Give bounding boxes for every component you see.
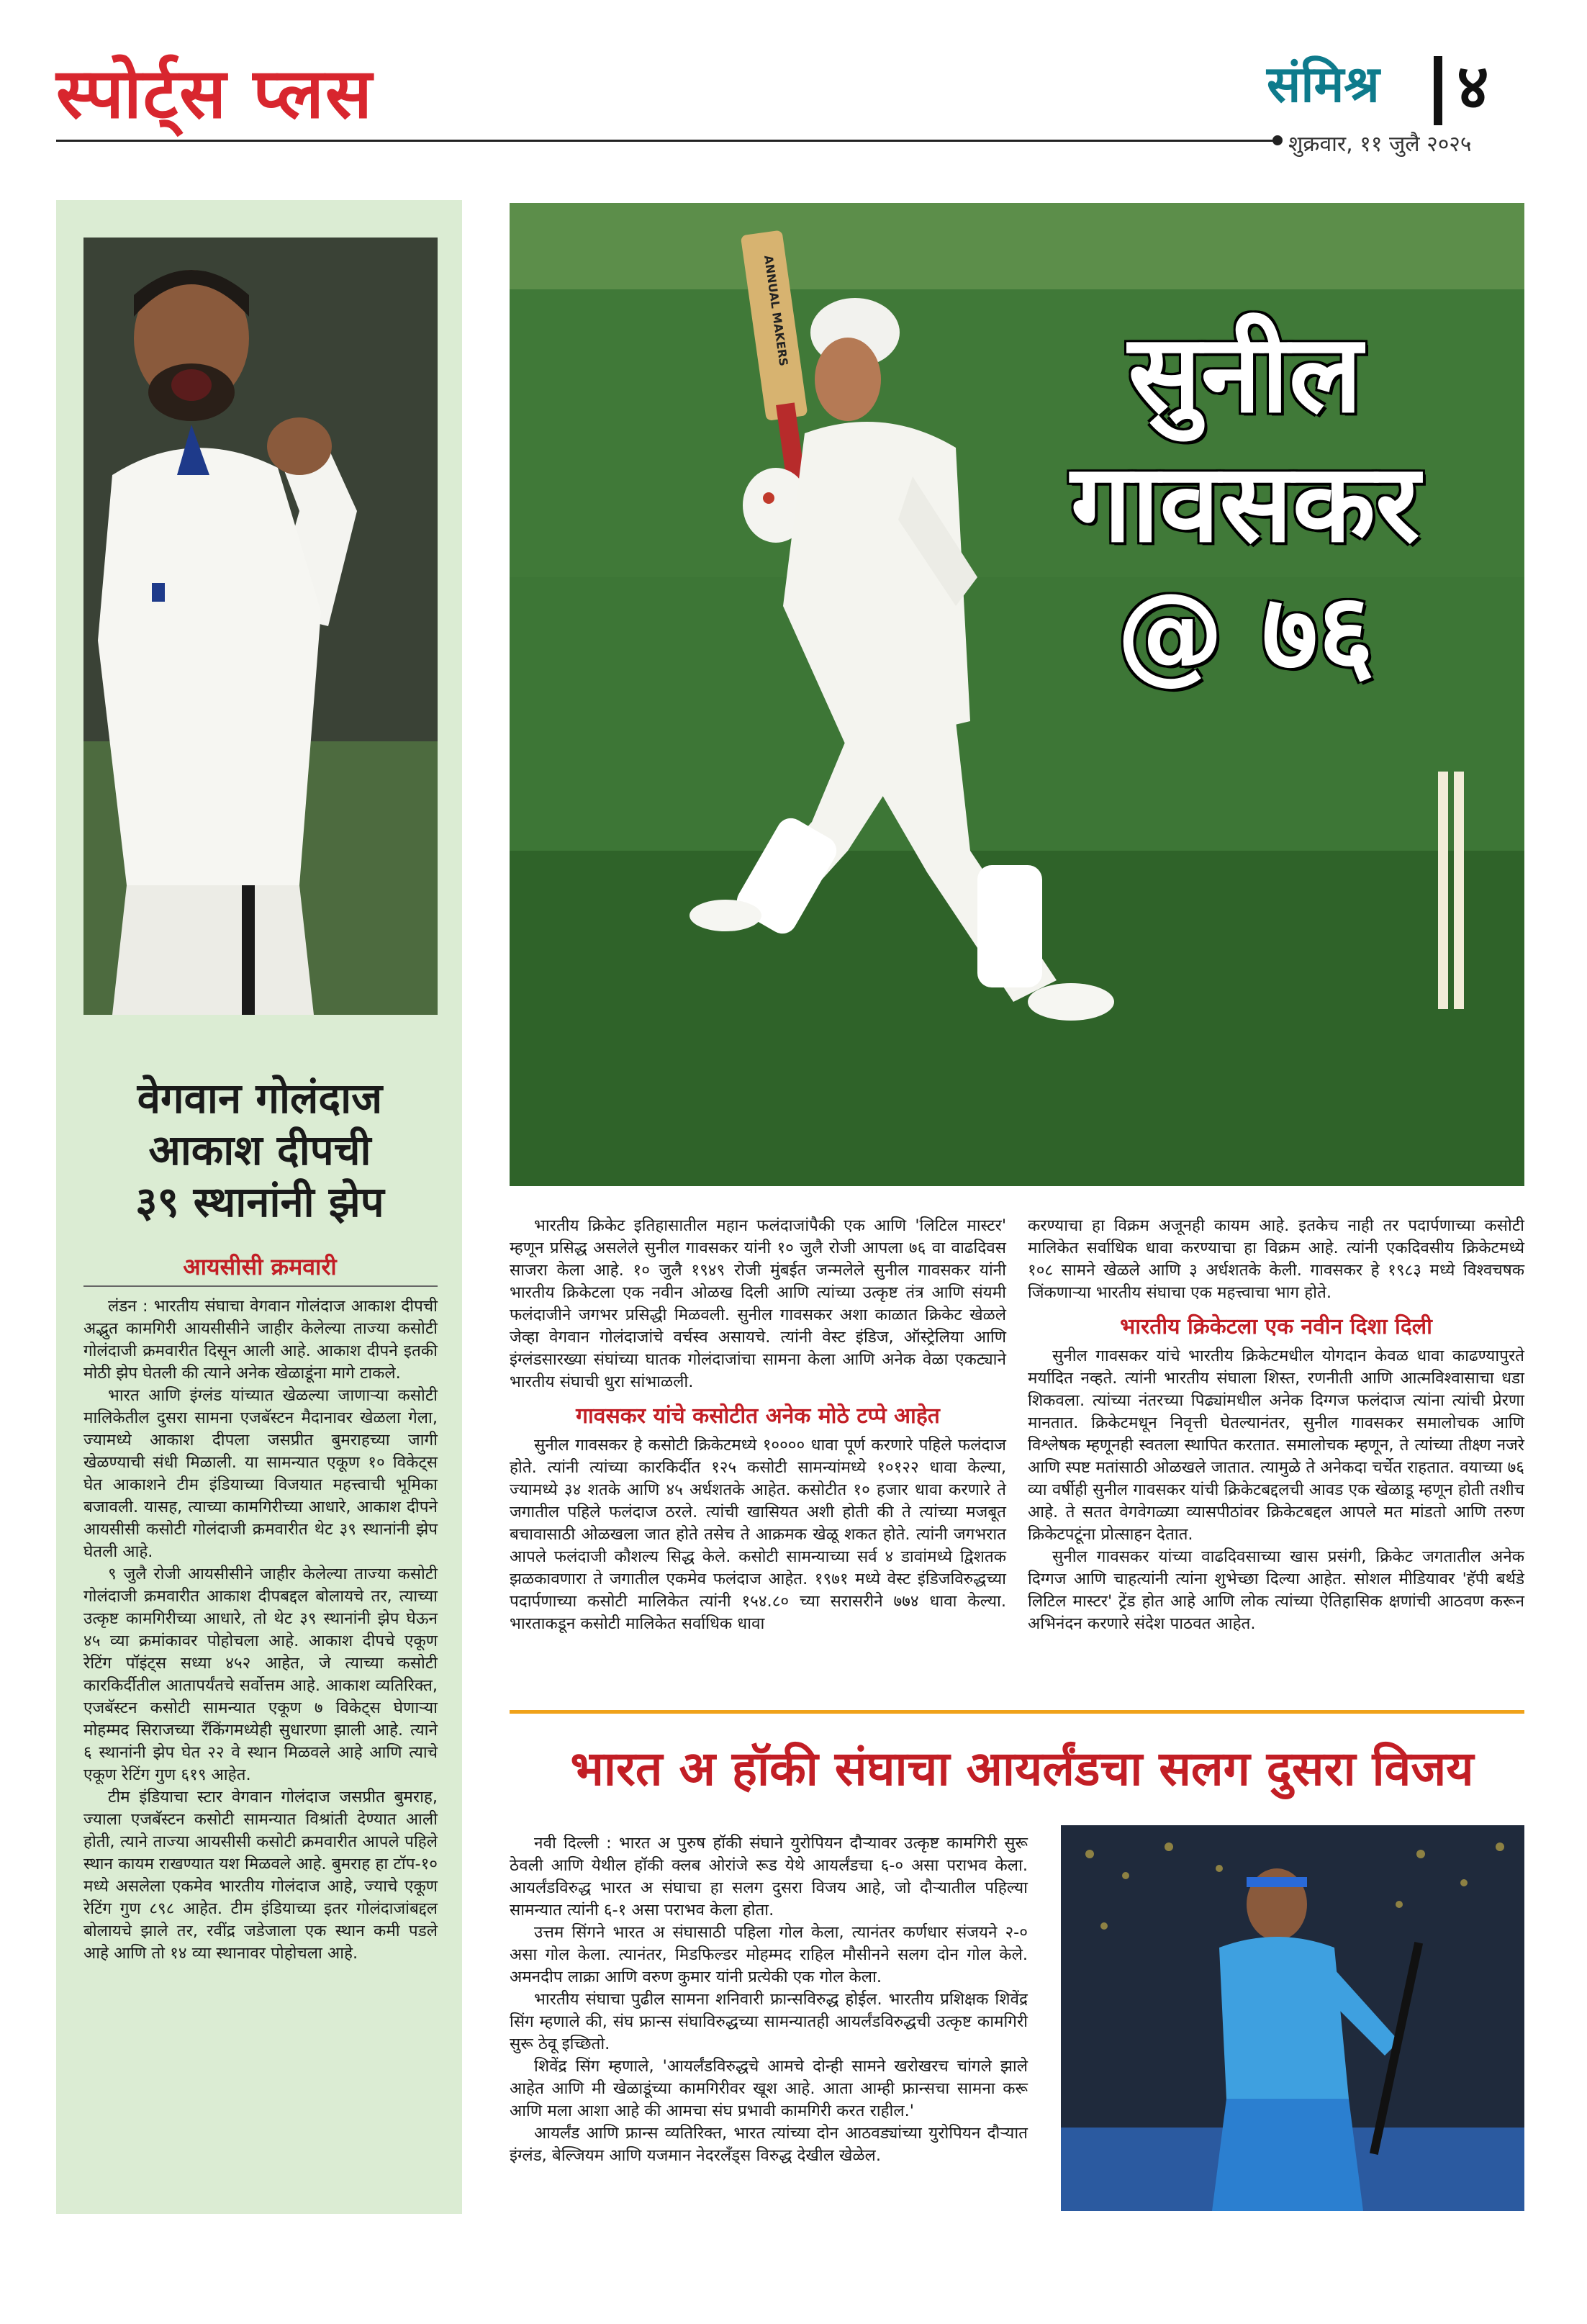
main-paragraph: सुनील गावसकर यांचे भारतीय क्रिकेटमधील योगदान केवळ धावा काढण्यापुरते मर्यादित नव्हते. त्यांनी भारतीय संघाला शिस्त, रणनीती आणि आत्मविश्वासाचा धडा शिकवला. त्यांच्या नंतरच्या पिढ्यांमधील अनेक दिग्गज फलंदाज त्यांना त्यांची प्रेरणा मानतात. क्रिकेटमधून निवृत्ती घेतल्यानंतर, सुनील गावसकर समालोचक आणि विश्लेषक म्हणूनही स्वतला स्थापित करतात. समालोचक म्हणून, ते त्यांच्या तीक्ष्ण नजरे आणि स्पष्ट मतांसाठी ओळखले जातात. त्यामुळे ते अनेकदा चर्चेत राहतात. वयाच्या ७६ व्या वर्षीही सुनील गावसकर यांची क्रिकेटबद्दलची आवड एक खेळाडू म्हणून होती तशीच आहे. ते सतत वेगवेगळ्या व्यासपीठांवर क्रिकेटबद्दल आपले मत मांडतो आणि तरुण क्रिकेटपटूंना प्रोत्साहन देतात. [1028,1347,1524,1544]
sidebar-paragraph: भारत आणि इंग्लंड यांच्यात खेळल्या जाणाऱ्या कसोटी मालिकेतील दुसरा सामना एजबॅस्टन मैदानावर खेळला गेला, ज्यामध्ये आकाश दीपला जसप्रीत बुमराहच्या जागी खेळण्याची संधी मिळाली. या सामन्यात एकूण १० विकेट्स घेत आकाशने टीम इंडियाच्या विजयात महत्त्वाची भूमिका बजावली. यासह, त्याच्या कामगिरीच्या आधारे, आकाश दीपने आयसीसी कसोटी गोलंदाजी क्रमवारीत थेट ३९ स्थानांनी झेप घेतली आहे. [83,1386,438,1561]
main-subhead-2: भारतीय क्रिकेटला एक नवीन दिशा दिली [1120,1314,1432,1339]
main-headline-line3: @ ७६ [1116,571,1375,696]
main-headline [993,309,1497,698]
main-article-column-2 [1028,1215,1524,1635]
sidebar-paragraph: टीम इंडियाचा स्टार वेगवान गोलंदाज जसप्रीत बुमराह, ज्याला एजबॅस्टन कसोटी सामन्यात विश्रांती देण्यात आली होती, त्याने ताज्या आयसीसी कसोटी क्रमवारीत आपले पहिले स्थान कायम राखण्यात यश मिळवले आहे. बुमराह हा टॉप-१० मध्ये असलेला एकमेव भारतीय गोलंदाज आहे, ज्याचे एकूण रेटिंग गुण ८९८ आहेत. टीम इंडियाच्या इतर गोलंदाजांबद्दल बोलायचे झाले तर, रवींद्र जडेजाला एक स्थान कमी पडले आहे आणि तो १४ व्या स्थानावर पोहोचला आहे. [83,1788,438,1963]
hockey-paragraph: भारतीय संघाचा पुढील सामना शनिवारी फ्रान्सविरुद्ध होईल. भारतीय प्रशिक्षक शिवेंद्र सिंग म्हणाले की, संघ फ्रान्स संघाविरुद्धच्या सामन्यातही आयर्लंडविरुद्धची उत्कृष्ट कामगिरी सुरू ठेवू इच्छितो. [510,1990,1028,2053]
sidebar-paragraph: लंडन : भारतीय संघाचा वेगवान गोलंदाज आकाश दीपची अद्भुत कामगिरी आयसीसीने जाहीर केलेल्या ताज्या कसोटी गोलंदाजी क्रमवारीत दिसून आली आहे. आकाश दीपने इतकी मोठी झेप घेतली की त्याने अनेक खेळाडूंना मागे टाकले. [83,1297,438,1383]
hockey-paragraph: आयर्लंड आणि फ्रान्स व्यतिरिक्त, भारत त्यांच्या दोन आठवड्यांच्या युरोपियन दौऱ्यात इंग्लंड, बेल्जियम आणि यजमान नेदरलँड्स विरुद्ध देखील खेळेल. [510,2124,1028,2165]
sidebar-headline-line1: वेगवान गोलंदाज [137,1074,383,1123]
masthead-title: स्पोर्ट्स प्लस [56,53,374,134]
bat-label: ANNUAL MAKERS [761,254,791,367]
sidebar-rule [83,1285,438,1287]
section-separator-rule [510,1710,1524,1714]
masthead-rule [56,140,1280,142]
sidebar-article-body [83,1296,438,1965]
sidebar-headline-line2: आकाश दीपची [148,1126,371,1175]
main-headline-line2: गावसकर [1070,441,1420,566]
sidebar-paragraph: ९ जुलै रोजी आयसीसीने जाहीर केलेल्या ताज्या कसोटी गोलंदाजी क्रमवारीत आकाश दीपबद्दल बोलायचे तर, त्याच्या उत्कृष्ट कामगिरीच्या आधारे, तो थेट ३९ स्थानांनी झेप घेऊन ४५ व्या क्रमांकावर पोहोचला आहे. आकाश दीपचे एकूण रेटिंग पॉइंट्स सध्या ४५२ आहेत, जे त्याच्या कसोटी कारकिर्दीतील आतापर्यंतचे सर्वोत्तम आहे. आकाश व्यतिरिक्त, एजबॅस्टन कसोटी सामन्यात एकूण ७ विकेट्स घेणाऱ्या मोहम्मद सिराजच्या रँकिंगमध्येही सुधारणा झाली आहे. त्याने ६ स्थानांनी झेप घेत २२ वे स्थान मिळवले आहे आणि त्याचे एकूण रेटिंग गुण ६१९ आहेत. [83,1565,438,1784]
main-paragraph: सुनील गावसकर यांच्या वाढदिवसाच्या खास प्रसंगी, क्रिकेट जगतातील अनेक दिग्गज आणि चाहत्यांनी त्यांना शुभेच्छा दिल्या आहेत. सोशल मीडियावर 'हॅपी बर्थडे लिटिल मास्टर' ट्रेंड होत आहे आणि लोक त्यांच्या ऐतिहासिक क्षणांची आठवण करून अभिनंदन करणारे संदेश पाठवत आहेत. [1028,1547,1524,1633]
hockey-player-photo [1061,1825,1524,2211]
issue-date: शुक्रवार, ११ जुलै २०२५ [1288,132,1472,157]
hockey-paragraph: उत्तम सिंगने भारत अ संघासाठी पहिला गोल केला, त्यानंतर कर्णधार संजयने २-० असा गोल केला. त्यानंतर, मिडफिल्डर मोहम्मद राहिल मौसीनने सलग दोन गोल केले. अमनदीप लाक्रा आणि वरुण कुमार यांनी प्रत्येकी एक गोल केला. [510,1923,1028,1986]
main-paragraph: करण्याचा हा विक्रम अजूनही कायम आहे. इतकेच नाही तर पदार्पणाच्या कसोटी मालिकेत सर्वाधिक धावा करण्याचा हा विक्रम आहे. त्यांनी एकदिवसीय क्रिकेटमध्ये १०८ सामने खेळले आणि ३ अर्धशतके केली. गावसकर हे १९८३ मध्ये विश्वचषक जिंकणाऱ्या भारतीय संघाचा एक महत्त्वाचा भाग होते. [1028,1216,1524,1302]
hockey-headline: भारत अ हॉकी संघाचा आयर्लंडचा सलग दुसरा विजय [570,1741,1474,1796]
bowler-illustration [83,238,438,1015]
hockey-paragraph: शिवेंद्र सिंग म्हणाले, 'आयर्लंडविरुद्धचे आमचे दोन्ही सामने खरोखरच चांगले झाले आहेत आणि मी खेळाडूंच्या कामगिरीवर खूश आहे. आता आम्ही फ्रान्सचा सामना करू आणि मला आशा आहे की आमचा संघ प्रभावी कामगिरी करत राहील.' [510,2057,1028,2120]
bowler-photo [83,238,438,1015]
masthead-rule-dot [1272,135,1283,145]
page-number: ४ [1457,51,1489,123]
sidebar-headline [69,1072,451,1228]
hockey-paragraph: नवी दिल्ली : भारत अ पुरुष हॉकी संघाने युरोपियन दौऱ्यावर उत्कृष्ट कामगिरी सुरू ठेवली आणि येथील हॉकी क्लब ओरांजे रूड येथे आयर्लंडचा ६-० असा पराभव केला. आयर्लंडविरुद्ध भारत अ संघाचा हा सलग दुसरा विजय आहे, जो दौऱ्यातील पहिल्या सामन्यात त्यांनी ६-१ असा पराभव केला होता. [510,1834,1028,1920]
main-subhead-1: गावसकर यांचे कसोटीत अनेक मोठे टप्पे आहेत [576,1403,940,1429]
hockey-player-illustration [1061,1825,1524,2211]
sidebar-subhead: आयसीसी क्रमवारी [183,1253,337,1280]
main-paragraph: भारतीय क्रिकेट इतिहासातील महान फलंदाजांपैकी एक आणि 'लिटिल मास्टर' म्हणून प्रसिद्ध असलेले सुनील गावसकर यांनी १० जुलै रोजी आपला ७६ वा वाढदिवस साजरा केला आहे. १० जुलै १९४९ रोजी मुंबईत जन्मलेले सुनील गावसकर यांनी भारतीय क्रिकेटला एक नवीन ओळख दिली आणि त्यांच्या उत्कृष्ट तंत्र आणि संयमी फलंदाजीने जगभर प्रसिद्धी मिळवली. सुनील गावसकर अशा काळात क्रिकेट खेळले जेव्हा वेगवान गोलंदाजांचे वर्चस्व असायचे. त्यांनी वेस्ट इंडिज, ऑस्ट्रेलिया आणि इंग्लंडसारख्या संघांच्या घातक गोलंदाजांचा सामना केला आणि अनेक वेळा एकट्याने भारतीय संघाची धुरा सांभाळली. [510,1216,1006,1391]
main-headline-line1: सुनील [1128,312,1362,437]
section-divider-bar [1434,56,1442,125]
hockey-article-body [510,1832,1028,2167]
section-name: संमिश्र [1267,55,1380,114]
sidebar-headline-line3: ३९ स्थानांनी झेप [135,1177,384,1226]
main-paragraph: सुनील गावसकर हे कसोटी क्रिकेटमध्ये १०००० धावा पूर्ण करणारे पहिले फलंदाज होते. त्यांनी त्यांच्या कारकिर्दीत १२५ कसोटी सामन्यांमध्ये १०१२२ धावा केल्या, ज्यामध्ये ३४ शतके आणि ४५ अर्धशतके आहेत. कसोटीत १० हजार धावा करणारे ते जगातील पहिले फलंदाज ठरले. त्यांची खासियत अशी होती की ते त्यांच्या मजबूत बचावासाठी ओळखला जात होते तसेच ते आक्रमक खेळू शकत होते. त्यांनी जगभरात आपले फलंदाजी कौशल्य सिद्ध केले. कसोटी सामन्याच्या सर्व ४ डावांमध्ये द्विशतक झळकावणारा ते जगातील एकमेव फलंदाज आहेत. १९७१ मध्ये वेस्ट इंडिजविरुद्धच्या पदार्पणाच्या कसोटी मालिकेत त्यांनी १५४.८० च्या सरासरीने ७७४ धावा केल्या. भारताकडून कसोटी मालिकेत सर्वाधिक धावा [510,1436,1006,1633]
main-article-column-1 [510,1215,1006,1635]
